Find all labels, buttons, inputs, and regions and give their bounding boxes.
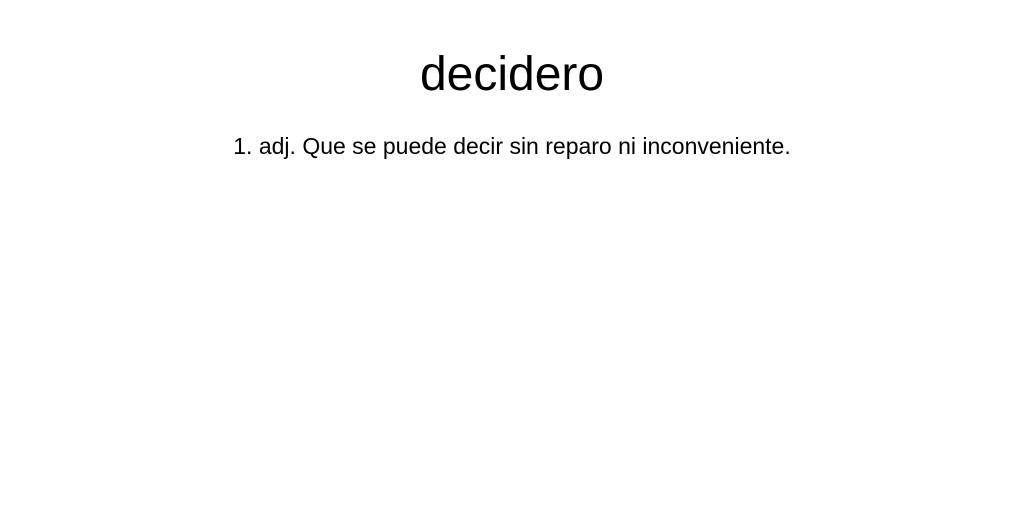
grammatical-category: adj. xyxy=(258,133,296,159)
definition-number: 1. xyxy=(233,133,253,159)
entry-headword: decidero xyxy=(419,48,605,101)
definition-text: Que se puede decir sin reparo ni inconveniente. xyxy=(302,133,791,159)
definition-line xyxy=(0,131,1024,161)
